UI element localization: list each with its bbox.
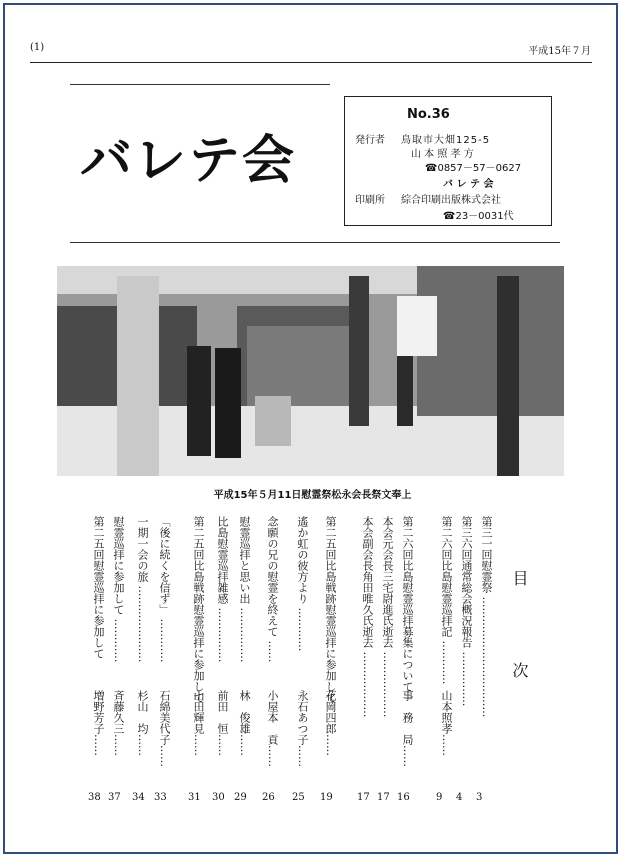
toc-entry-title: 慰霊巡拝に参加して …………: [112, 516, 125, 663]
toc-entry-title: 本会副会長角田唯久氏逝去 ………………: [361, 516, 374, 718]
toc-entry-page: 33: [154, 792, 167, 803]
toc-entry-title: 念願の兄の慰霊を終えて ……: [266, 516, 279, 663]
page-number: (1): [30, 42, 45, 53]
toc-entry-page: 25: [292, 792, 305, 803]
publisher-org: バ レ テ 会: [443, 179, 494, 190]
toc-entry-title: 遙か虹の彼方より …………: [296, 516, 309, 652]
toc-entry-title: 比島慰霊巡拝雑感 ……………: [216, 516, 229, 663]
toc-entry-page: 26: [262, 792, 275, 803]
toc-entry-page: 30: [212, 792, 225, 803]
publisher-infobox: [344, 96, 552, 226]
printer-name: 綜合印刷出版株式会社: [401, 195, 501, 206]
top-rule: [30, 62, 592, 63]
toc-entry-author: 小屋本 貢……: [266, 690, 279, 767]
masthead-rule: [70, 84, 330, 85]
toc-entry-page: 4: [456, 792, 463, 803]
toc-entry-page: 38: [88, 792, 101, 803]
toc-entry-page: 19: [320, 792, 333, 803]
toc-entry-title: 慰霊巡拝と思い出 ……………: [238, 516, 251, 663]
toc-entry-page: 31: [188, 792, 201, 803]
toc-entry-title: 本会元会長三宅尉進氏逝去 ………………: [381, 516, 394, 718]
publisher-label: 発行者: [355, 135, 385, 146]
toc-entry-author: 斉藤久三……: [112, 690, 125, 756]
toc-entry-author: 杉山 均……: [136, 690, 149, 756]
toc-entry-title: 第二五回比島戦跡慰霊巡拝に参加して: [324, 516, 337, 703]
photo-caption: 平成15年５月11日慰霊祭松永会長祭文奉上: [213, 490, 412, 501]
ceremony-photo-drawing: [57, 266, 564, 476]
publisher-address: 鳥取市大畑125-5: [401, 135, 491, 146]
toc-entry-author: 花岡四郎……: [324, 690, 337, 756]
publisher-tel: ☎0857－57－0627: [425, 163, 522, 174]
publisher-name: 山 本 照 孝 方: [411, 149, 474, 160]
toc-entry-title: 第三一回慰霊祭 ……………………………: [480, 516, 493, 718]
toc-entry-author: 前田 恒……: [216, 690, 229, 756]
toc-entry-title: 第三六回通常総会概況報告 ……………: [460, 516, 473, 707]
toc-entry-page: 34: [132, 792, 145, 803]
toc-entry-title: 一期一会の旅 …………………: [136, 516, 149, 663]
masthead-title: バレテ会: [80, 131, 297, 191]
toc-title: 目 次: [510, 570, 529, 708]
toc-entry-page: 17: [357, 792, 370, 803]
toc-entry-author: 永石あつ子……: [296, 690, 309, 767]
toc-entry-page: 17: [377, 792, 390, 803]
issue-date: 平成15年７月: [528, 46, 591, 57]
printer-label: 印刷所: [355, 195, 385, 206]
issue-number: No.36: [407, 107, 450, 122]
toc-entry-page: 37: [108, 792, 121, 803]
toc-entry-page: 16: [397, 792, 410, 803]
toc-entry-title: 「後に続くを信ず」 …………: [158, 516, 171, 663]
toc-entry-title: 第二五回慰霊巡拝に参加して: [92, 516, 105, 659]
toc-entry-author: 林 俊雄……: [238, 690, 251, 756]
toc-entry-author: 山本照孝……: [440, 690, 453, 756]
toc-entry-page: 29: [234, 792, 247, 803]
ceremony-photo: [57, 266, 564, 476]
printer-tel: ☎23－0031代: [443, 211, 514, 222]
toc-entry-author: 石綿美代子……: [158, 690, 171, 767]
toc-entry-title: 第二六回比島慰霊巡拝募集について: [401, 516, 414, 692]
toc-entry-title: 第二六回比島慰霊巡拝記 …………: [440, 516, 453, 685]
toc-entry-author: 事 務 局……: [401, 690, 414, 767]
toc-entry-page: 3: [476, 792, 483, 803]
toc-entry-author: 山田輝見……: [192, 690, 205, 756]
toc-entry-page: 9: [436, 792, 443, 803]
toc-entry-title: 第二五回比島戦跡慰霊巡拝に参加して: [192, 516, 205, 703]
toc-entry-author: 増野芳子……: [92, 690, 105, 756]
masthead-bottom-rule: [70, 242, 560, 243]
